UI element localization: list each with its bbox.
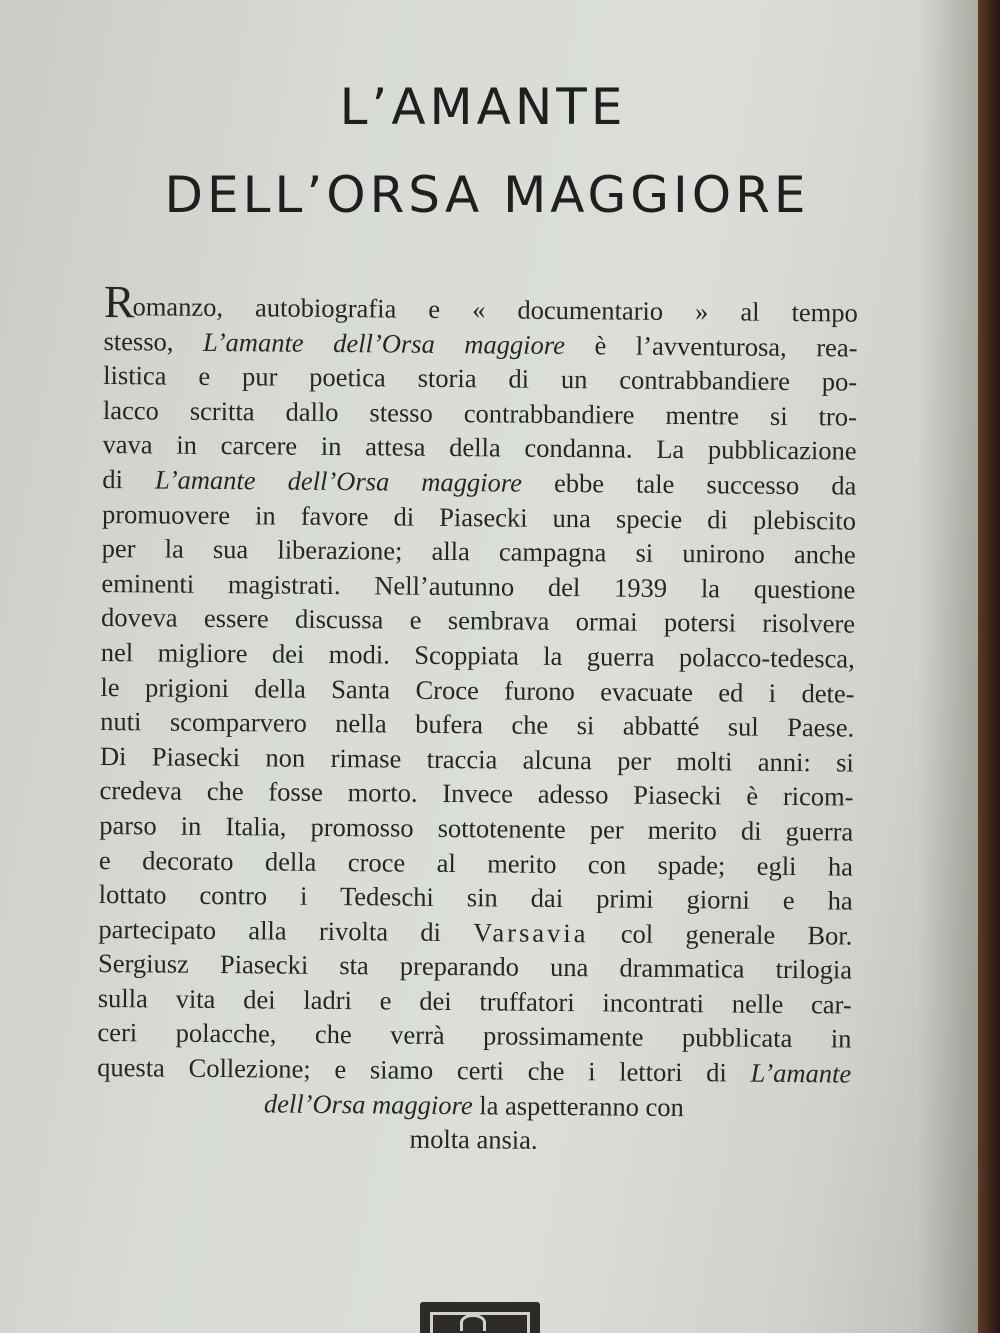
- text-line: per la sua liberazione; alla campagna si unirono anche: [101, 533, 856, 570]
- text-line: lottato contro i Tedeschi sin dai primi giorni e ha: [98, 879, 853, 916]
- text-line: Di Piasecki non rimase traccia alcuna per molti anni: si: [99, 740, 855, 778]
- book-title-italic: L’amante dell’Orsa maggiore: [202, 326, 566, 360]
- text-line: e decorato della croce al merito con spade; egli ha: [98, 844, 854, 882]
- text-line: parso in Italia, promosso sottotenente per merito di guerra: [99, 809, 854, 847]
- text-line: doveva essere discussa e sembrava ormai potersi risolvere: [100, 602, 856, 639]
- title-line-1: L’AMANTE: [339, 78, 627, 136]
- text-line: molta ansia.: [409, 1123, 538, 1156]
- text-line: lacco scritta dallo stesso contrabbandiere mentre si tro-: [102, 394, 858, 432]
- text-line: ceri polacche, che verrà prossimamente pubblicata in: [97, 1017, 852, 1055]
- text-line: di L’amante dell’Orsa maggiore ebbe tale successo da: [102, 463, 857, 501]
- book-spine: [978, 0, 1000, 1333]
- drop-cap: R: [103, 276, 133, 328]
- text-line: vava in carcere in attesa della condanna. La pubblicazione: [102, 429, 857, 466]
- text-line: stesso, L’amante dell’Orsa maggiore è l’avventurosa, rea-: [103, 325, 858, 363]
- spaced-word: Varsavia: [473, 916, 589, 948]
- text-line: partecipato alla rivolta di Varsavia col generale Bor.: [98, 913, 853, 951]
- text-line: le prigioni della Santa Croce furono evacuate ed i dete-: [100, 671, 855, 709]
- text-line: promuovere in favore di Piasecki una specie di plebiscito: [101, 498, 857, 536]
- publisher-ornament-icon: [420, 1302, 540, 1333]
- book-title-italic: L’amante: [750, 1057, 852, 1089]
- text-line: questa Collezione; e siamo certi che i lettori di L’amante: [97, 1052, 852, 1089]
- text-line: credeva che fosse morto. Invece adesso Piasecki è ricom-: [99, 775, 854, 812]
- title-line-2: DELL’ORSA MAGGIORE: [164, 166, 810, 224]
- text-line: nuti scomparvero nella bufera che si abbatté sul Paese.: [100, 706, 855, 743]
- text-line: listica e pur poetica storia di un contrabbandiere po-: [103, 360, 858, 397]
- book-title-italic: L’amante dell’Orsa maggiore: [154, 464, 523, 498]
- text-line: Romanzo, autobiografia e « documentario » al tempo: [103, 276, 858, 328]
- text-line: nel migliore dei modi. Scoppiata la guerra polacco-tedesca,: [100, 636, 855, 674]
- text-line: eminenti magistrati. Nell’autunno del 1939 la questione: [101, 567, 856, 605]
- blurb-paragraph: [96, 276, 858, 1160]
- text-line: dell’Orsa maggiore la aspetteranno con: [263, 1088, 684, 1122]
- text-line: sulla vita dei ladri e dei truffatori incontrati nelle car-: [97, 982, 852, 1020]
- text-line: Sergiusz Piasecki sta preparando una drammatica trilogia: [97, 948, 853, 985]
- book-title-italic: dell’Orsa maggiore: [263, 1088, 473, 1120]
